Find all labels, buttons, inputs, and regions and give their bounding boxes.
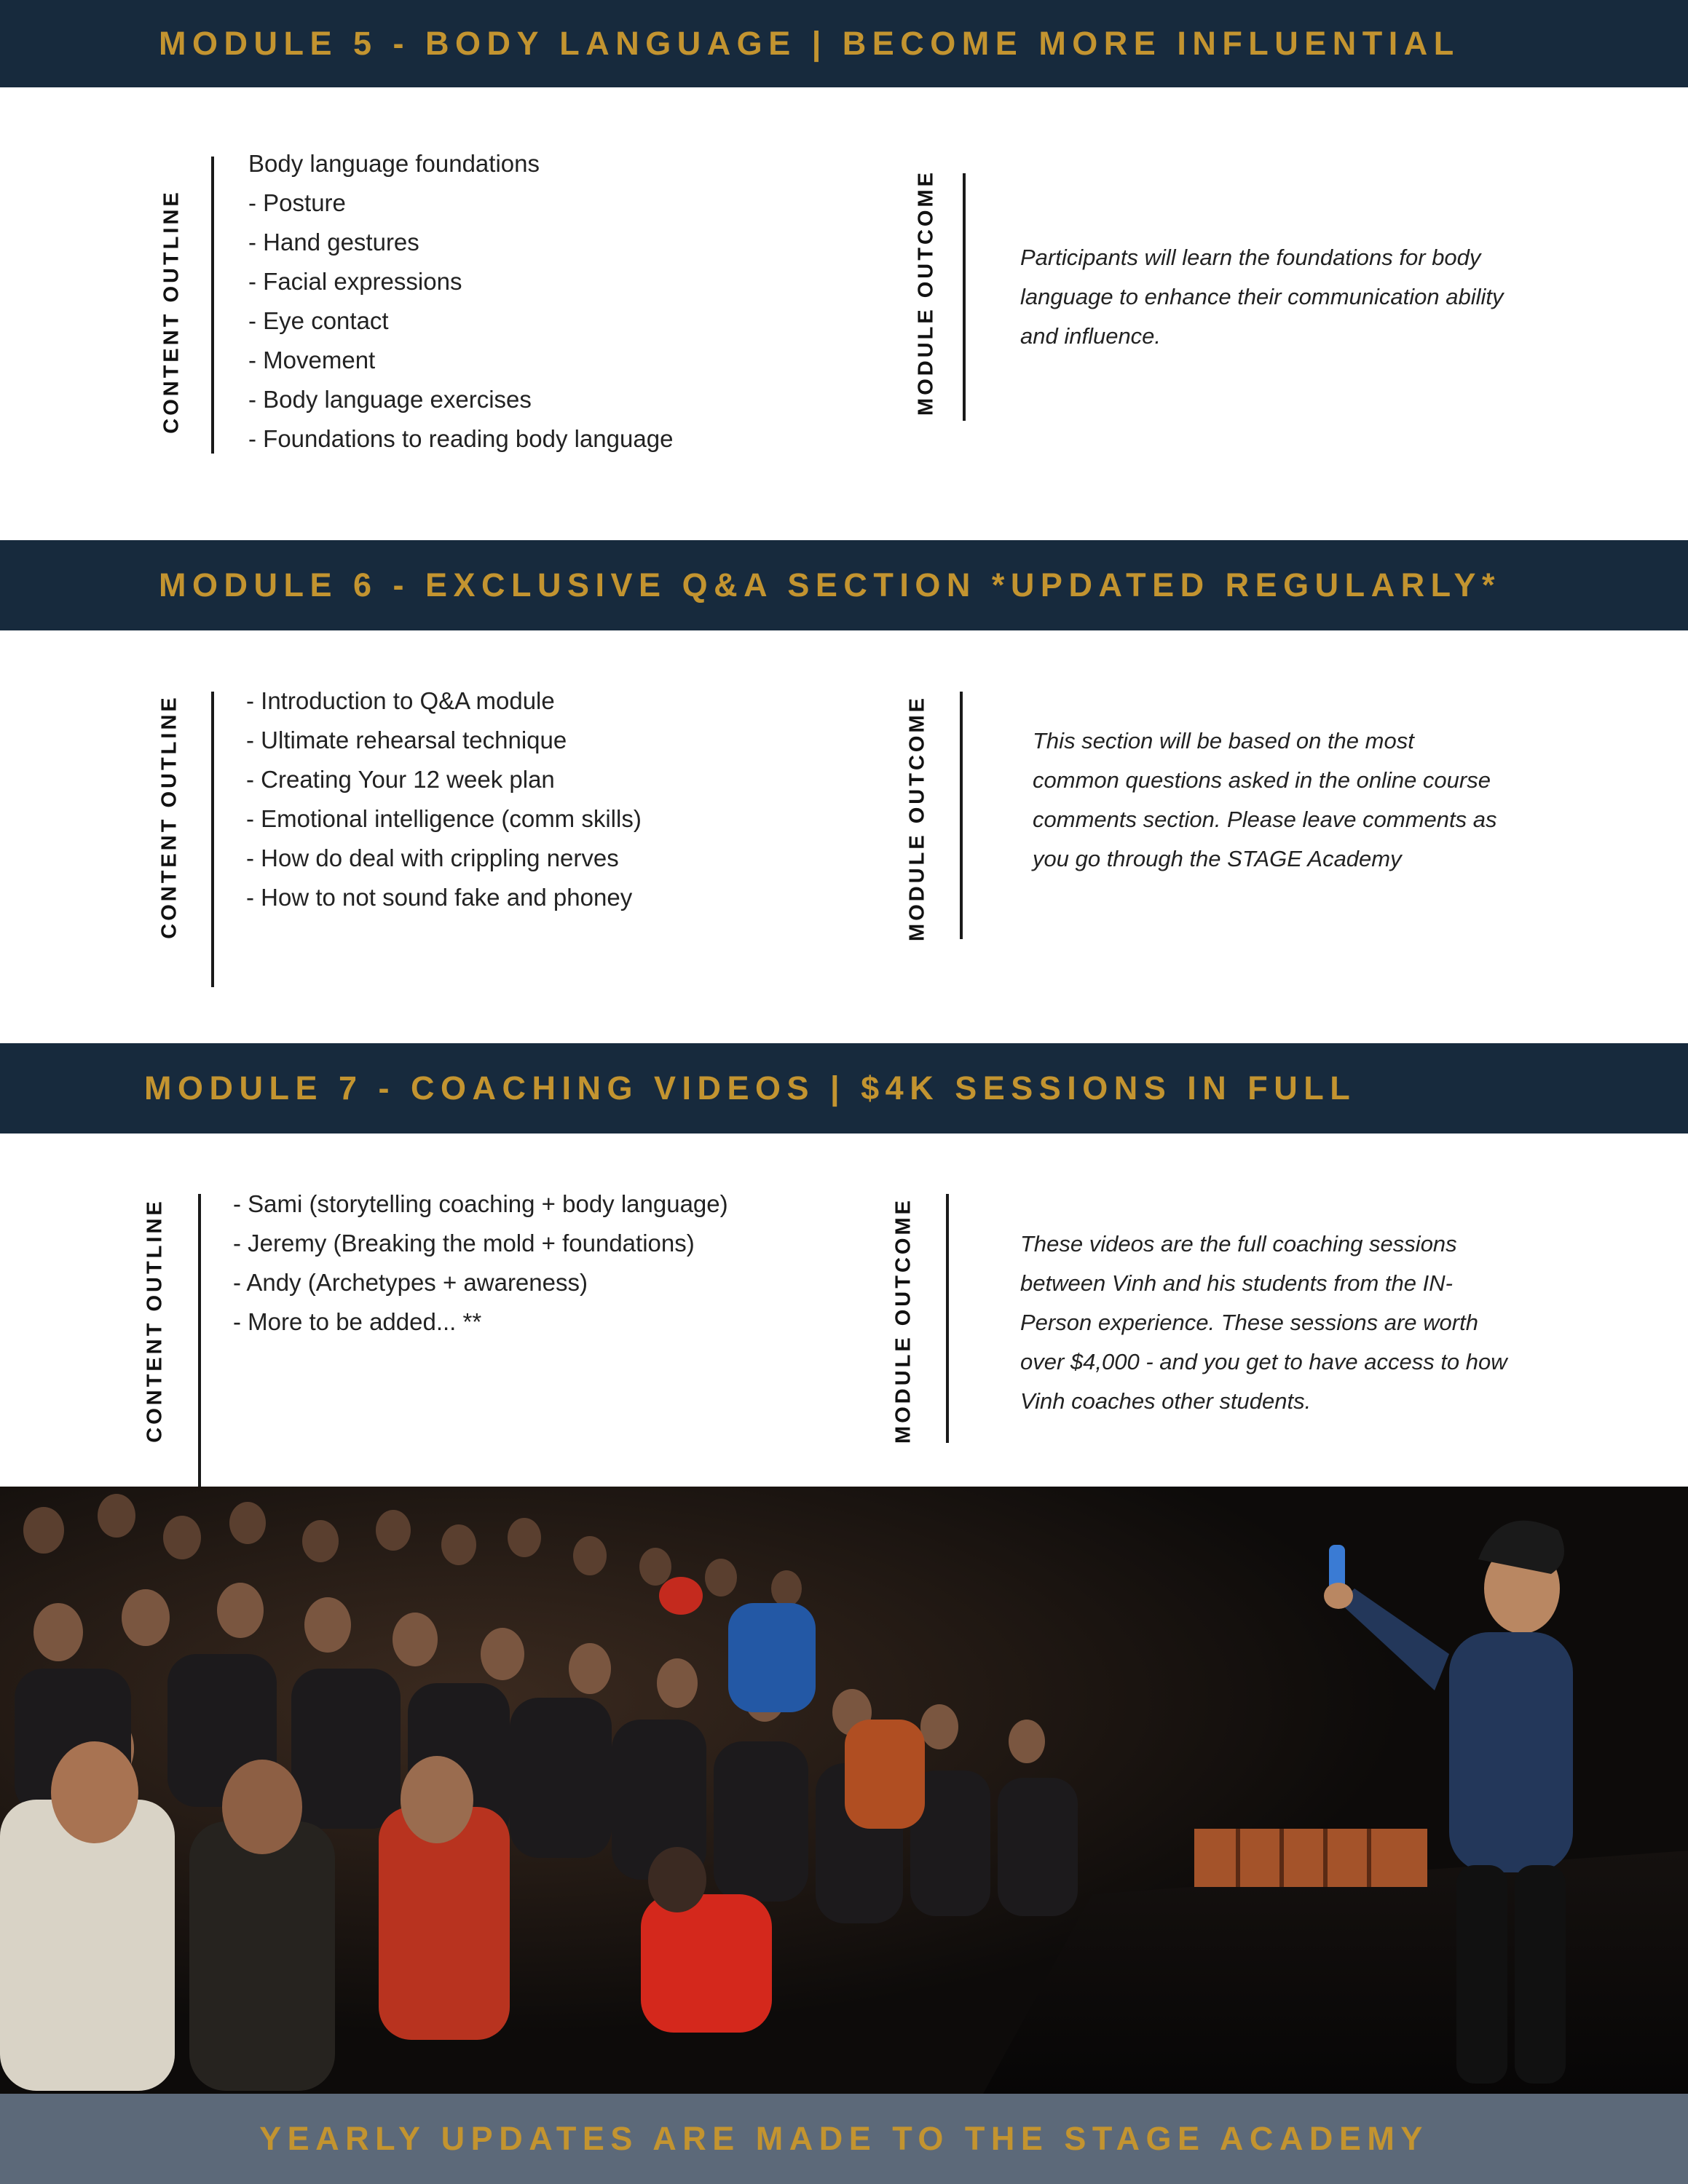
- outline-item: - Facial expressions: [248, 268, 462, 295]
- outline-item: - Emotional intelligence (comm skills): [246, 805, 642, 832]
- module-6-outcome-text: This section will be based on the most common questions asked in the online course comments section. Please leave comments as you go through the STAGE Academy: [1033, 728, 1497, 871]
- outline-item: - Andy (Archetypes + awareness): [233, 1269, 588, 1296]
- outline-item: - Movement: [248, 347, 376, 373]
- module-7-outline-divider: [198, 1194, 201, 1487]
- module-5-outline-list: [248, 144, 673, 459]
- module-7-module-outcome-label: MODULE OUTCOME: [891, 1198, 915, 1444]
- module-5-content-outline-label: CONTENT OUTLINE: [159, 189, 184, 434]
- module-7-outcome-divider: [946, 1194, 949, 1443]
- outline-item: - Body language exercises: [248, 386, 532, 413]
- module-7-outcome-text: These videos are the full coaching sessions between Vinh and his students from the IN-Person experience. These sessions are worth over $4,000 - and you get to have access to how Vinh coaches other students.: [1020, 1231, 1507, 1414]
- module-6-outline-list: [246, 681, 642, 917]
- audience-photo: [0, 1487, 1688, 2094]
- module-7-title: MODULE 7 - COACHING VIDEOS | $4K SESSIONS IN FULL: [144, 1069, 1357, 1107]
- module-6-module-outcome-label: MODULE OUTCOME: [905, 695, 929, 941]
- module-6-content-outline-label: CONTENT OUTLINE: [157, 695, 181, 939]
- footer-band: [0, 2094, 1688, 2184]
- module-6-header: [0, 540, 1688, 630]
- outline-item: - Introduction to Q&A module: [246, 687, 555, 714]
- outline-item: - More to be added... **: [233, 1308, 482, 1335]
- outline-item: - How do deal with crippling nerves: [246, 844, 619, 871]
- module-5-outline-divider: [211, 157, 214, 454]
- outline-item: - How to not sound fake and phoney: [246, 884, 633, 911]
- module-6-title: MODULE 6 - EXCLUSIVE Q&A SECTION *UPDATED REGULARLY*: [159, 566, 1501, 604]
- module-5-title: MODULE 5 - BODY LANGUAGE | BECOME MORE INFLUENTIAL: [159, 25, 1460, 62]
- outline-item: - Foundations to reading body language: [248, 425, 674, 452]
- outline-item: - Posture: [248, 189, 346, 216]
- module-5-header: [0, 0, 1688, 87]
- outline-item: - Jeremy (Breaking the mold + foundations): [233, 1230, 695, 1257]
- outline-item: - Creating Your 12 week plan: [246, 766, 555, 793]
- outline-item: - Eye contact: [248, 307, 389, 334]
- module-6-outcome-divider: [960, 692, 963, 939]
- module-7-content-outline-label: CONTENT OUTLINE: [143, 1198, 167, 1443]
- outline-item: - Hand gestures: [248, 229, 419, 256]
- module-7-outline-list: [233, 1184, 728, 1342]
- module-7-header: [0, 1043, 1688, 1133]
- outline-item: - Sami (storytelling coaching + body language): [233, 1190, 728, 1217]
- outline-item: Body language foundations: [248, 150, 540, 177]
- module-5-module-outcome-label: MODULE OUTCOME: [914, 170, 938, 416]
- module-5-outcome-divider: [963, 173, 966, 421]
- module-5-outcome-text: Participants will learn the foundations for body language to enhance their communication ability and influence.: [1020, 245, 1504, 349]
- module-6-outline-divider: [211, 692, 214, 987]
- outline-item: - Ultimate rehearsal technique: [246, 727, 567, 753]
- footer-text: YEARLY UPDATES ARE MADE TO THE STAGE ACADEMY: [259, 2120, 1429, 2157]
